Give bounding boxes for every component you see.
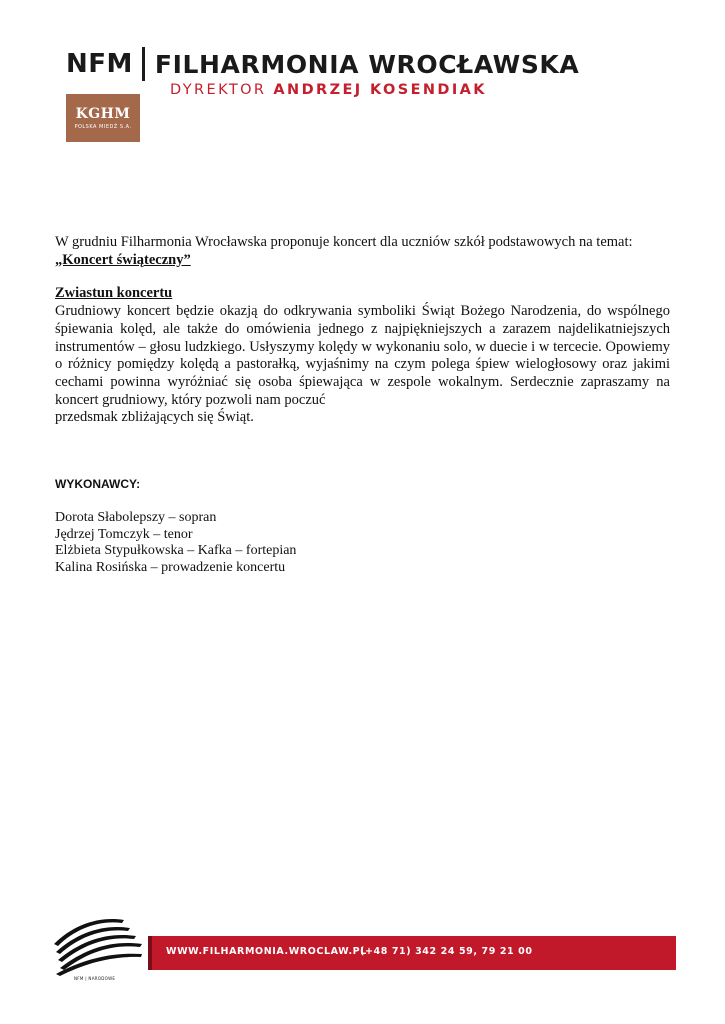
director-label: DYREKTOR (170, 82, 267, 98)
kghm-logo-subtext: POLSKA MIEDŹ S.A. (74, 124, 132, 130)
nfm-wave-logo-icon (52, 912, 144, 982)
teaser-body: Grudniowy koncert będzie okazją do odkrywania symboliki Świąt Bożego Narodzenia, do wspólnego śpiewania kolęd, ale także do omówienia jednego z najpiękniejszych a zarazem najdelikatniejszych instrumentów – głosu ludzkiego. Usłyszymy kolędy w wykonaniu solo, w duecie i w tercecie. Opowiemy o różnicy pomiędzy kolędą a pastorałką, wyjaśnimy na czym polega śpiew wielogłosowy oraz jakimi cechami powinna wyróżniać się osoba śpiewająca w zespole wokalnym. Serdecznie zapraszamy na koncert grudniowy, który pozwoli nam poczuć (55, 303, 670, 408)
concert-title: „Koncert świąteczny” (55, 251, 191, 268)
phone-numbers: (+48 71) 342 24 59, 79 21 00 (360, 946, 533, 957)
director-line (170, 82, 666, 98)
header (66, 44, 666, 98)
performer-item: Dorota Słabolepszy – sopran (55, 510, 217, 525)
performers-heading: WYKONAWCY: (55, 477, 141, 491)
performer-item: Elżbieta Stypułkowska – Kafka – fortepian (55, 543, 297, 558)
brand-row (66, 44, 666, 84)
website-link[interactable]: WWW.FILHARMONIA.WROCLAW.PL (166, 946, 367, 957)
footer-bar (148, 936, 676, 970)
main-content (55, 234, 670, 427)
intro-text: W grudniu Filharmonia Wrocławska proponuje koncert dla uczniów szkół podstawowych na temat: (55, 234, 633, 250)
institution-name: FILHARMONIA WROCŁAWSKA (154, 49, 580, 79)
teaser-body-last: przedsmak zbliżających się Świąt. (55, 409, 254, 426)
footer-strip (148, 936, 152, 970)
intro-paragraph (55, 234, 670, 269)
footer-logo-text: NFM | NARODOWE (74, 976, 116, 981)
director-name: ANDRZEJ KOSENDIAK (273, 82, 487, 98)
divider (142, 47, 145, 81)
kghm-logo-text: KGHM (75, 106, 131, 122)
performer-item: Jędrzej Tomczyk – tenor (55, 526, 193, 542)
performer-item: Kalina Rosińska – prowadzenie koncertu (55, 559, 286, 575)
kghm-logo (66, 94, 140, 142)
teaser-heading: Zwiastun koncertu (55, 285, 173, 302)
nfm-logo: NFM (66, 49, 133, 79)
performers-list (55, 510, 296, 576)
